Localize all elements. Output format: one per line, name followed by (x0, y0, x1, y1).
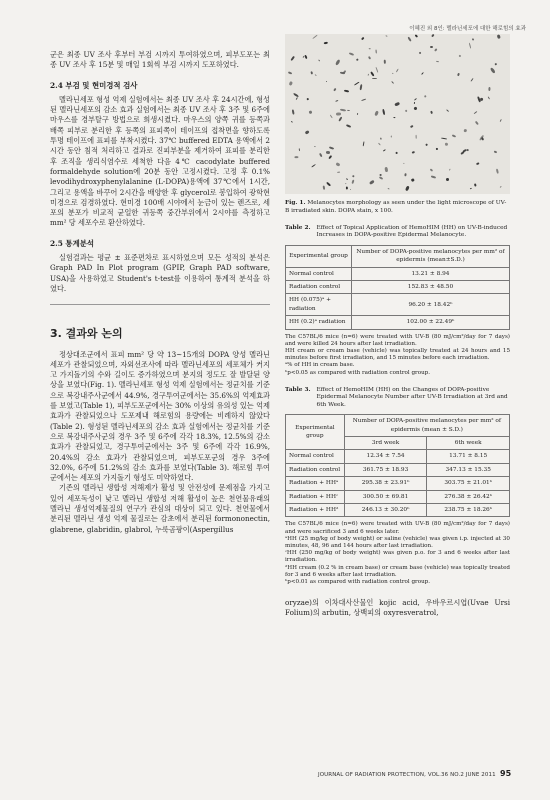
melanocyte-speck (314, 146, 316, 148)
melanocyte-speck (424, 95, 427, 98)
table-cell: Normal control (286, 267, 352, 280)
paragraph: 실험결과는 평균 ± 표준편차로 표시하였으며 모든 성적의 분석은 Graph PAD In Plot program (GPIP, Graph PAD software, USA)을 사용하였고 Student's t-test를 이용하여 통계적 분석을 하였다. (50, 253, 270, 293)
table-row (286, 281, 510, 294)
table-header: Experimental group (286, 245, 352, 267)
melanocyte-speck (311, 164, 316, 168)
table-note: The C57BL/6 mice (n=6) were treated with UV-B (80 mJ/cm²/day for 7 days) and were killed 24 hours after last irradiation. (285, 333, 510, 347)
melanocyte-speck (432, 34, 435, 37)
table2-caption (285, 225, 510, 240)
melanocyte-speck (305, 55, 308, 59)
table-cell: 303.75 ± 21.01ᵇ (427, 477, 510, 490)
melanocyte-speck (395, 102, 400, 106)
table-note: ᵇp<0.05 as compared with radiation control group. (285, 369, 431, 376)
melanocyte-speck (294, 156, 298, 158)
table-cell: Radiation + HHᵈ (286, 503, 345, 516)
melanocyte-micrograph (285, 34, 510, 194)
melanocyte-speck (407, 36, 411, 41)
section-heading-2-5: 2.5 통계분석 (50, 238, 94, 248)
melanocyte-speck (476, 162, 479, 164)
table-note: ᶜHH (250 mg/kg of body weight) was given p.o. for 3 and 6 weeks after last irradiation. (285, 550, 510, 564)
melanocyte-speck (296, 97, 299, 100)
table-note: ᵇp<0.01 as compared with radiation control group. (285, 578, 431, 585)
melanocyte-speck (410, 125, 413, 128)
melanocyte-speck (361, 37, 364, 40)
melanocyte-speck (419, 52, 422, 55)
table2-label: Table 2. (285, 225, 311, 231)
table-header: Number of DOPA-positive melanocytes per mm² of epidermis (mean±S.D.) (351, 245, 509, 267)
melanocyte-speck (326, 151, 331, 154)
paragraph: oryzae)의 이차대사산물인 kojic acid, 우바우르시엽(Uvae Ursi Folium)의 arbutin, 상백피의 oxyresveratrol, (285, 598, 510, 618)
table-cell: HH (0.075)ᵃ + radiation (286, 294, 352, 316)
melanocyte-speck (346, 124, 351, 128)
melanocyte-speck (367, 73, 369, 76)
melanocyte-speck (379, 143, 382, 146)
table-cell: Normal control (286, 450, 345, 463)
melanocyte-speck (441, 138, 447, 140)
melanocyte-speck (311, 71, 314, 75)
figure-caption-text: Melanocytes morphology as seen under the light microscope of UV-B irradiated skin. DOPA stain, x 100. (285, 200, 507, 214)
melanocyte-speck (326, 81, 327, 82)
table-header: Experimental group (286, 415, 345, 450)
table3-caption (285, 387, 510, 409)
table-cell: Radiation control (286, 463, 345, 476)
melanocyte-speck (490, 68, 496, 74)
melanocyte-speck (333, 88, 336, 91)
melanocyte-speck (318, 59, 320, 62)
melanocyte-speck (372, 78, 377, 79)
melanocyte-speck (470, 78, 473, 82)
melanocyte-speck (308, 110, 311, 114)
table-row (286, 463, 510, 476)
table-note: ᵃHH (25 mg/kg of body weight) or saline (vehicle) was given i.p. injected at 30 minutes, 48, 96 and 144 hours after last irradiation. (285, 535, 510, 549)
melanocyte-speck (404, 174, 406, 177)
figure-caption (285, 200, 510, 215)
melanocyte-speck (410, 178, 414, 182)
table3-label: Table 3. (285, 386, 311, 393)
melanocyte-speck (336, 113, 341, 116)
melanocyte-speck (459, 55, 462, 57)
melanocyte-speck (360, 84, 363, 90)
table-cell: 300.50 ± 69.81 (344, 490, 427, 503)
table-header: Number of DOPA-positive melanocytes per mm² of epidermis (mean ± S.D.) (344, 415, 509, 437)
melanocyte-speck (345, 183, 347, 184)
melanocyte-speck (414, 102, 415, 104)
melanocyte-speck (457, 73, 460, 77)
melanocyte-speck (472, 39, 475, 41)
melanocyte-speck (324, 185, 326, 190)
table-header: 6th week (427, 436, 510, 449)
table3-notes (285, 521, 510, 586)
melanocyte-speck (339, 71, 345, 74)
table-row (286, 294, 510, 316)
melanocyte-speck (468, 42, 471, 48)
melanocyte-speck (375, 49, 376, 53)
melanocyte-speck (337, 172, 340, 174)
melanocyte-speck (304, 131, 309, 136)
melanocyte-speck (329, 114, 333, 118)
melanocyte-speck (394, 117, 396, 118)
table-note: HH cream or cream base (vehicle) was topically treated at 24 hours and 15 minutes before first irradiation, and 15 minutes before each irradiation. (285, 348, 510, 362)
melanocyte-speck (335, 99, 339, 102)
table-cell: 276.38 ± 26.42ᵇ (427, 490, 510, 503)
melanocyte-speck (291, 121, 293, 123)
melanocyte-speck (361, 98, 366, 101)
melanocyte-speck (299, 148, 300, 151)
table-cell: 13.71 ± 8.15 (427, 450, 510, 463)
divider (50, 304, 270, 305)
table-row (286, 316, 510, 329)
melanocyte-speck (461, 151, 465, 155)
melanocyte-speck (494, 151, 498, 153)
melanocyte-speck (369, 179, 375, 185)
table-row (286, 267, 510, 280)
melanocyte-speck (434, 48, 438, 52)
page-number: 95 (500, 769, 512, 778)
melanocyte-speck (499, 186, 502, 189)
melanocyte-speck (430, 111, 432, 114)
right-column (285, 34, 510, 619)
melanocyte-speck (371, 71, 375, 76)
melanocyte-speck (404, 109, 407, 112)
paragraph: 군은 최종 UV 조사 후부터 부검 시까지 투여하였으며, 피부도포는 최종 UV 조사 후 15분 및 매일 1회씩 부검 시까지 도포하였다. (50, 50, 270, 70)
melanocyte-speck (344, 89, 349, 92)
melanocyte-speck (431, 176, 436, 179)
melanocyte-speck (429, 169, 432, 172)
melanocyte-speck (385, 35, 387, 37)
melanocyte-speck (374, 110, 379, 116)
melanocyte-speck (368, 56, 371, 60)
melanocyte-speck (324, 41, 328, 44)
melanocyte-speck (355, 81, 360, 85)
table-cell: Radiation + HHᶜ (286, 490, 345, 503)
table-cell: Radiation + HHᵃ (286, 477, 345, 490)
melanocyte-speck (315, 74, 317, 76)
melanocyte-speck (470, 188, 472, 190)
melanocyte-speck (289, 81, 293, 86)
figure-label: Fig. 1. (285, 200, 306, 206)
left-column (50, 50, 270, 535)
melanocyte-speck (313, 35, 318, 40)
table-note: ᵃ% of HH in cream base. (285, 362, 355, 369)
table-cell: HH (0.2)ᵃ radiation (286, 316, 352, 329)
paragraph: 정상대조군에서 표피 mm² 당 약 13~15개의 DOPA 양성 멜라닌세포가 관찰되었으며, 자외선조사에 따라 멜라닌세포의 세포체가 커지고 가지돌기의 수와 길이도 증가하였으며 분지의 정도도 잘 발달된 양상을 보였다(Fig. 1). 멜라닌세포 형성 억제 실험에서는 정균치를 기준으로 복강내주사군에서 44.9%, 경구투여군에서는 35.6%의 억제효과를 보였고(Table 1), 피부도포군에서는 30% 이상의 유의성 있는 억제 효과가 관찰되었으나 도포제내 해로힘의 용량에는 비례하지 않았다(Table 2). 형성된 멜라닌세포의 감소 효과 실험에서는 정균치를 기준으로 복강내주사군의 경우 3주 및 6주에 각각 18.3%, 12.5%의 감소효과가 관찰되었고, 경구투여군에서는 3주 및 6주에 각각 16.9%, 20.4%의 감소 효과가 관찰되었으며, 피부도포군의 경우 3주에 32.0%, 6주에 51.2%의 감소 효과를 보였다(Table 3). 해로힘 투여군에서는 세포의 가지돌기 형성도 미약하였다. (50, 349, 270, 483)
table-cell: 347.13 ± 15.35 (427, 463, 510, 476)
melanocyte-speck (352, 175, 355, 178)
melanocyte-speck (421, 72, 424, 75)
melanocyte-speck (464, 129, 467, 132)
melanocyte-speck (436, 61, 439, 63)
melanocyte-speck (449, 168, 451, 170)
melanocyte-speck (390, 135, 391, 137)
melanocyte-speck (368, 48, 370, 50)
table2-title: Effect of Topical Application of HemoHIM (HH) on UV-B-induced Increases in DOPA-positive Epidermal Melanocyte. (316, 225, 508, 239)
melanocyte-speck (338, 117, 342, 122)
melanocyte-speck (426, 143, 428, 145)
table-cell: 12.34 ± 7.54 (344, 450, 427, 463)
melanocyte-speck (436, 148, 439, 151)
melanocyte-speck (328, 155, 332, 160)
table-note: The C57BL/6 mice (n=6) were treated with UV-B (80 mJ/cm²/day for 7 days) and were sacrificed 3 and 6 weeks later. (285, 521, 510, 535)
table-cell: 102.00 ± 22.49ᵇ (351, 316, 509, 329)
melanocyte-speck (357, 113, 359, 115)
melanocyte-speck (396, 151, 398, 153)
melanocyte-speck (488, 96, 491, 99)
melanocyte-speck (395, 69, 398, 73)
melanocyte-speck (346, 109, 350, 111)
melanocyte-speck (345, 178, 348, 180)
melanocyte-speck (499, 119, 501, 122)
table-cell: 13.21 ± 8.94 (351, 267, 509, 280)
melanocyte-speck (349, 52, 354, 55)
melanocyte-speck (415, 34, 418, 37)
melanocyte-speck (384, 59, 386, 63)
melanocyte-speck (380, 138, 382, 140)
melanocyte-speck (346, 187, 349, 191)
melanocyte-speck (496, 169, 499, 174)
melanocyte-speck (387, 187, 389, 189)
melanocyte-speck (446, 178, 450, 181)
table3-title: Effect of HemoHIM (HH) on the Changes of DOPA-positive Epidermal Melanocyte Number after UV-B Irradiation at 3rd and 6th Week. (316, 386, 508, 408)
melanocyte-speck (288, 71, 293, 75)
melanocyte-speck (452, 134, 456, 137)
melanocyte-speck (326, 182, 331, 187)
melanocyte-speck (291, 56, 296, 61)
melanocyte-speck (415, 135, 417, 139)
running-head: 이혜진 외 8인: 멜라닌세포에 대한 해로힘의 효과 (409, 26, 526, 32)
melanocyte-speck (474, 184, 477, 187)
melanocyte-speck (385, 167, 389, 172)
table-cell: 246.13 ± 30.20ᵇ (344, 503, 427, 516)
melanocyte-speck (495, 63, 497, 65)
melanocyte-speck (392, 73, 394, 75)
melanocyte-speck (444, 143, 447, 146)
melanocyte-speck (497, 35, 501, 39)
table-cell: 152.83 ± 48.50 (351, 281, 509, 294)
table-cell: 295.38 ± 23.91ᵇ (344, 477, 427, 490)
melanocyte-speck (414, 98, 417, 101)
melanocyte-speck (383, 149, 386, 151)
melanocyte-speck (336, 59, 341, 65)
melanocyte-speck (411, 150, 414, 153)
paragraph: 기존의 멜라닌 생합성 저해제가 활성 및 안전성에 문제점을 가지고 있어 세포독성이 낮고 멜라닌 생합성 저해 활성이 높은 천연물유래의 멜라닌 생성억제물질의 연구가 관심의 대상이 되고 있다. 천연물에서 분리된 멜라닌 생성 억제 물질로는 감초에서 분리된 formononectin, glabrene, glabridin, glabrol, 누룩곰팡이(Aspergillus (50, 483, 270, 534)
section-heading-2-4: 2.4 부검 및 현미경적 검사 (50, 80, 138, 90)
melanocyte-speck (350, 189, 351, 190)
section-heading-3: 3. 결과와 논의 (50, 327, 123, 341)
melanocyte-speck (380, 174, 382, 176)
table-cell: 361.75 ± 18.93 (344, 463, 427, 476)
melanocyte-speck (391, 81, 394, 84)
table-row (286, 477, 510, 490)
melanocyte-speck (335, 162, 340, 167)
table2-notes (285, 334, 510, 377)
table-row (286, 490, 510, 503)
melanocyte-speck (292, 109, 294, 114)
table-cell: Radiation control (286, 281, 352, 294)
table3 (285, 414, 510, 517)
table-cell: 96.20 ± 18.42ᵇ (351, 294, 509, 316)
melanocyte-speck (403, 162, 405, 164)
melanocyte-speck (383, 109, 386, 115)
melanocyte-speck (414, 106, 418, 110)
melanocyte-speck (473, 111, 477, 115)
table-row (286, 503, 510, 516)
melanocyte-speck (319, 153, 322, 157)
melanocyte-speck (339, 108, 345, 111)
melanocyte-speck (375, 66, 378, 72)
melanocyte-speck (430, 46, 433, 49)
melanocyte-speck (351, 180, 354, 184)
melanocyte-speck (475, 121, 479, 125)
melanocyte-speck (405, 186, 410, 192)
melanocyte-speck (307, 98, 309, 100)
melanocyte-speck (362, 141, 364, 146)
table2 (285, 245, 510, 330)
melanocyte-speck (379, 176, 384, 180)
melanocyte-speck (355, 58, 358, 60)
table-row (286, 450, 510, 463)
melanocyte-speck (329, 146, 334, 150)
melanocyte-speck (487, 87, 490, 92)
paragraph: 멜라닌세포 형성 억제 실험에서는 최종 UV 조사 후 24시간에, 형성된 멜라닌세포의 감소 효과 실험에서는 최종 UV 조사 후 3주 및 6주에 마우스를 경부탈구 방법으로 희생시켰다. 마우스의 양쪽 귀를 등쪽과 배쪽 피부로 분리한 후 등쪽의 표피쪽이 테이프의 접착면을 향하도록 투명 테이프에 표피를 부착시켰다. 37℃ buffered EDTA 용액에서 2시간 동안 침적 처리하고 결과로 진피부분을 제거하여 표피를 분리한 후 조직을 생리식염수로 세척한 다음 4℃ cacodylate buffered formaldehyde solution에 20분 동안 고정시켰다. 고정 후 0.1% levodihydroxyphenylalanine (L-DOPA)용액에 37℃에서 1시간, 그리고 용액을 바꾸어 2시간을 배양한 후 glycerol로 봉입하여 광학현미경으로 검경하였다. 현미경 100배 시야에서 눈금이 있는 렌즈로, 세포의 분포가 비교적 균일한 귀등쪽 중간부위에서 2시야를 측정하고 mm² 당 세포수로 환산하였다. (50, 94, 270, 228)
table-cell: 238.75 ± 18.26ᵇ (427, 503, 510, 516)
journal-footer: JOURNAL OF RADIATION PROTECTION, VOL.36 NO.2 JUNE 2011 (318, 772, 496, 778)
table-header: 3rd week (344, 436, 427, 449)
melanocyte-speck (446, 110, 449, 113)
table-note: ᵈHH cream (0.2 % in cream base) or cream base (vehicle) was topically treated for 3 and 6 weeks after last irradiation. (285, 564, 510, 578)
